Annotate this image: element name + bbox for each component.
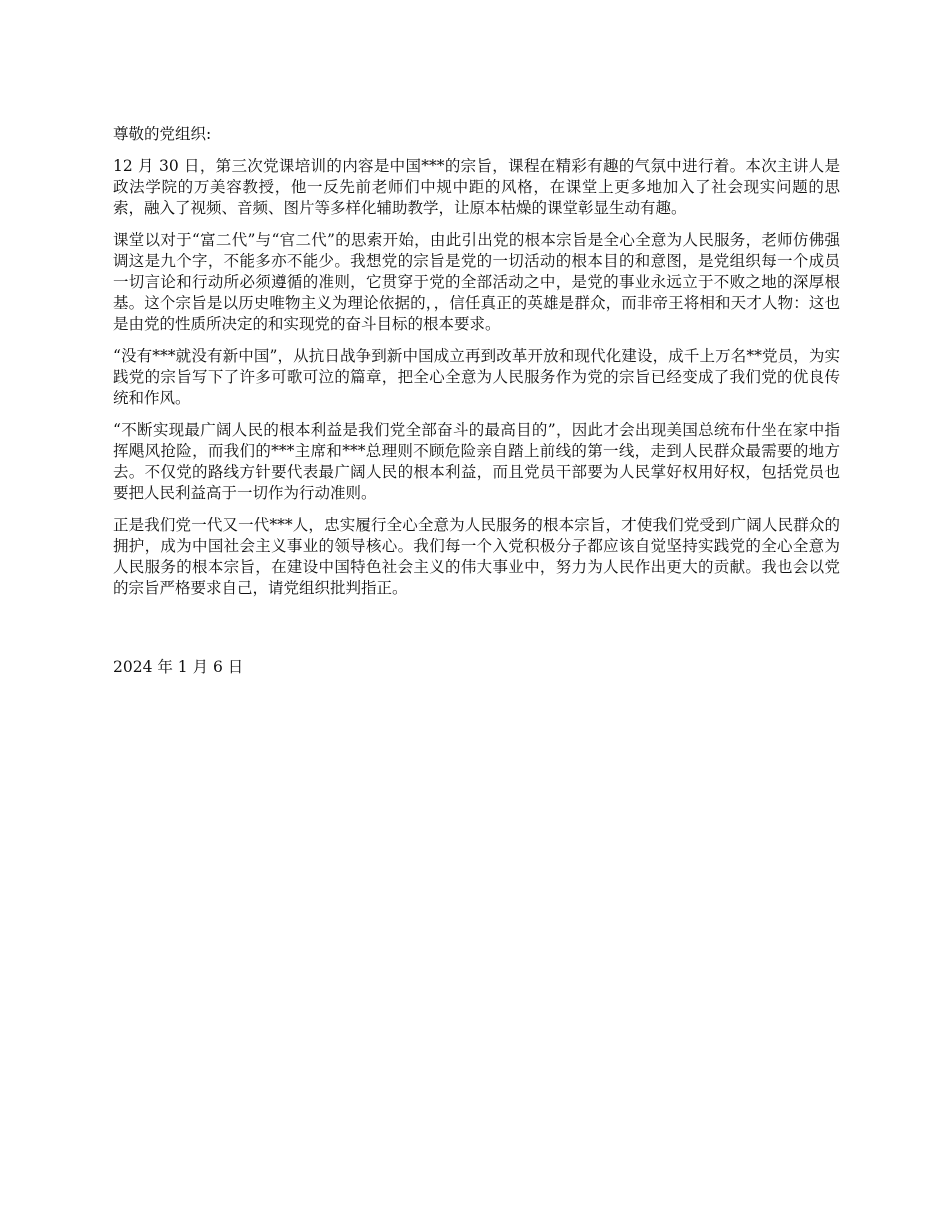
paragraph-1: 12 月 30 日，第三次党课培训的内容是中国***的宗旨，课程在精彩有趣的气氛中进行着。本次主讲人是政法学院的万美容教授，他一反先前老师们中规中距的风格，在课堂上更多地加入了社会现实问题的思索，融入了视频、音频、图片等多样化辅助教学，让原本枯燥的课堂彰显生动有趣。 — [113, 157, 840, 217]
paragraph-3: “没有***就没有新中国”，从抗日战争到新中国成立再到改革开放和现代化建设，成千上万名**党员，为实践党的宗旨写下了许多可歌可泣的篇章，把全心全意为人民服务作为党的宗旨已经变成了我们党的优良传统和作风。 — [113, 347, 840, 407]
paragraph-2: 课堂以对于“富二代”与“官二代”的思索开始，由此引出党的根本宗旨是全心全意为人民服务，老师仿佛强调这是九个字，不能多亦不能少。我想党的宗旨是党的一切活动的根本目的和意图，是党组织每一个成员一切言论和行动所必须遵循的准则，它贯穿于党的全部活动之中，是党的事业永远立于不败之地的深厚根基。这个宗旨是以历史唯物主义为理论依据的，，信任真正的英雄是群众，而非帝王将相和天才人物：这也是由党的性质所决定的和实现党的奋斗目标的根本要求。 — [113, 231, 840, 333]
paragraph-4: “不断实现最广阔人民的根本利益是我们党全部奋斗的最高目的”，因此才会出现美国总统布什坐在家中指挥飓风抢险，而我们的***主席和***总理则不顾危险亲自踏上前线的第一线，走到人民群众最需要的地方去。不仅党的路线方针要代表最广阔人民的根本利益，而且党员干部要为人民掌好权用好权，包括党员也要把人民利益高于一切作为行动准则。 — [113, 421, 840, 502]
paragraph-5: 正是我们党一代又一代***人，忠实履行全心全意为人民服务的根本宗旨，才使我们党受到广阔人民群众的拥护，成为中国社会主义事业的领导核心。我们每一个入党积极分子都应该自觉坚持实践党的全心全意为人民服务的根本宗旨，在建设中国特色社会主义的伟大事业中，努力为人民作出更大的贡献。我也会以党的宗旨严格要求自己，请党组织批判指正。 — [113, 516, 840, 597]
letter-date: 2024 年 1 月 6 日 — [113, 658, 244, 676]
salutation: 尊敬的党组织: — [113, 125, 212, 143]
